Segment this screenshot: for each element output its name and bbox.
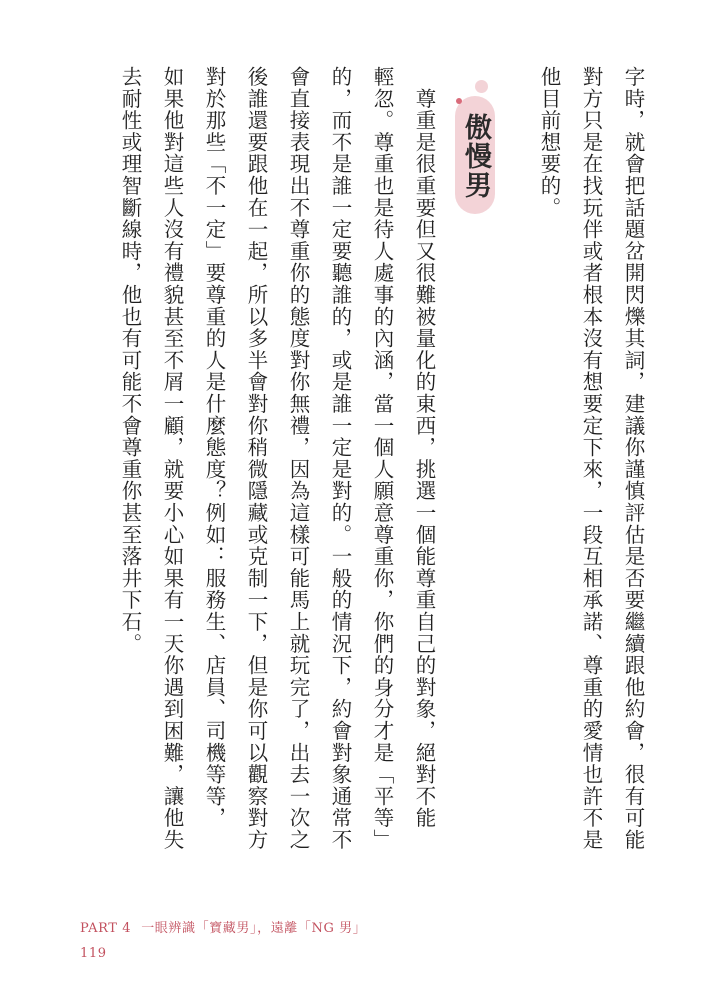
body-column-11: 去耐性或理智斷線時，他也有可能不會尊重你甚至落井下石。 [118,66,142,655]
body-column-7: 會直接表現出不尊重你的態度對你無禮，因為這樣可能馬上就玩完了，出去一次之 [286,66,310,851]
heading-accent-dot [456,98,462,104]
body-column-9: 對於那些「不一定」要尊重的人是什麼態度？例如：服務生、店員、司機等等， [202,66,226,829]
running-footer [80,917,366,936]
body-column-10: 如果他對這些人沒有禮貌甚至不屑一顧，就要小心如果有一天你遇到困難，讓他失 [160,66,184,851]
section-heading-block [451,80,497,215]
body-column-5: 輕忽。尊重也是待人處事的內涵，當一個人願意尊重你，你們的身分才是「平等」 [370,66,394,851]
heading-decoration-dot [475,80,488,93]
body-column-2: 對方只是在找玩伴或者根本沒有想要定下來，一段互相承諾、尊重的愛情也許不是 [579,66,603,851]
body-column-8: 後誰還要跟他在一起，所以多半會對你稍微隱藏或克制一下，但是你可以觀察對方 [244,66,268,851]
body-column-6: 的，而不是誰一定要聽誰的，或是誰一定是對的。一般的情況下，約會對象通常不 [328,66,352,851]
section-heading: 傲慢男 [460,113,491,200]
body-column-1: 字時，就會把話題岔開閃爍其詞，建議你謹慎評估是否要繼續跟他約會，很有可能 [621,66,645,851]
footer-chapter-title: 一眼辨識「寶藏男」，遠離「NG 男」 [141,921,367,936]
body-column-4: 尊重是很重要但又很難被量化的東西，挑選一個能尊重自己的對象，絕對不能 [412,66,436,829]
page-number: 119 [80,946,107,961]
body-column-3: 他目前想要的。 [537,66,561,219]
footer-part-label: PART 4 [80,921,132,936]
